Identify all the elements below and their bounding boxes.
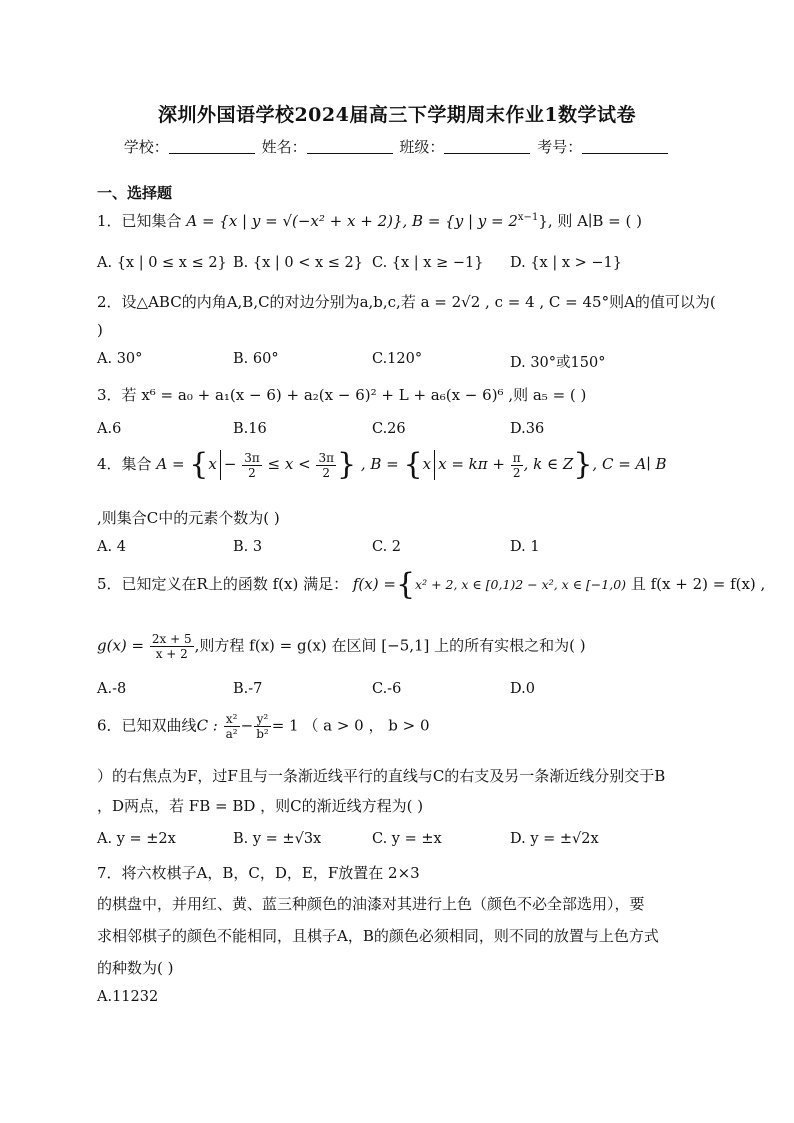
name-blank[interactable] bbox=[307, 139, 393, 154]
number-blank[interactable] bbox=[582, 139, 668, 154]
q1-option-d[interactable]: D. {x | x > −1} bbox=[510, 255, 622, 271]
section-heading: 一、选择题 bbox=[97, 184, 173, 202]
set-b-var: x bbox=[422, 455, 432, 473]
question-text: 若 x⁶ = a₀ + a₁(x − 6) + a₂(x − 6)² + L + a₆(x − 6)⁶ ,则 a₅ = ( ) bbox=[121, 386, 587, 404]
q2-option-a[interactable]: A. 30° bbox=[97, 351, 143, 367]
question-text: 集合 bbox=[121, 455, 152, 473]
left-brace: { bbox=[189, 447, 209, 482]
class-blank[interactable] bbox=[444, 139, 530, 154]
piecewise-cases: x² + 2, x ∈ [0,1)2 − x², x ∈ [−1,0) bbox=[415, 577, 627, 592]
g-fraction: $\frac{2x + 5}{x + 2}$ bbox=[151, 632, 192, 661]
student-info-line bbox=[0, 136, 794, 157]
q1-option-a[interactable]: A. {x | 0 ≤ x ≤ 2} bbox=[97, 255, 227, 271]
q5-option-b[interactable]: B.-7 bbox=[233, 681, 263, 697]
left-brace: { bbox=[403, 447, 423, 482]
g-definition-label: g(x) = bbox=[97, 636, 145, 655]
q5-option-d[interactable]: D.0 bbox=[510, 681, 535, 697]
fraction-pi-2: $\frac{\pi}{2}$ bbox=[512, 450, 521, 480]
f-definition-label: f(x) = bbox=[352, 575, 396, 593]
q2-option-c[interactable]: C.120° bbox=[372, 351, 423, 367]
fraction-3pi-2b: $\frac{3\pi}{2}$ bbox=[318, 450, 334, 480]
question-number: 7． bbox=[97, 864, 122, 882]
set-a-var: x bbox=[208, 455, 217, 473]
q3-option-c[interactable]: C.26 bbox=[372, 421, 406, 437]
set-b-tail: , k ∈ Z bbox=[523, 455, 574, 473]
school-label: 学校： bbox=[123, 138, 169, 156]
set-a-label: A = bbox=[156, 455, 185, 473]
q5-option-c[interactable]: C.-6 bbox=[372, 681, 402, 697]
number-label: 考号： bbox=[537, 138, 583, 156]
curve-label: C : bbox=[196, 716, 218, 735]
minus-sign: − bbox=[223, 455, 237, 473]
q2-option-b[interactable]: B. 60° bbox=[233, 351, 279, 367]
question-text: 设△ABC的内角A,B,C的对边分别为a,b,c,若 a = 2√2 , c = 4 , C = 45°则A的值可以为( bbox=[121, 293, 716, 311]
inequality: ≤ x < bbox=[267, 455, 311, 473]
class-label: 班级： bbox=[399, 138, 445, 156]
question-number: 2． bbox=[97, 293, 122, 311]
question-4-cont: ,则集合C中的元素个数为( ) bbox=[97, 509, 280, 527]
page-title: 深圳外国语学校2024届高三下学期周末作业1数学试卷 bbox=[157, 104, 637, 126]
q6-option-c[interactable]: C. y = ±x bbox=[372, 831, 442, 847]
q4-option-a[interactable]: A. 4 bbox=[97, 539, 126, 555]
q3-option-d[interactable]: D.36 bbox=[510, 421, 545, 437]
question-6-line2: ）的右焦点为F，过F且与一条渐近线平行的直线与C的右支及另一条渐近线分别交于B bbox=[97, 767, 666, 785]
question-5 bbox=[97, 567, 766, 602]
set-divider bbox=[220, 450, 221, 480]
question-4 bbox=[97, 447, 667, 482]
question-2-cont: ) bbox=[97, 321, 103, 339]
question-5-cont bbox=[97, 632, 586, 661]
set-divider bbox=[434, 450, 435, 480]
exponent: x−1 bbox=[517, 212, 539, 223]
question-7 bbox=[97, 862, 420, 883]
question-number: 3． bbox=[97, 386, 122, 404]
fraction-3pi-2: $\frac{3\pi}{2}$ bbox=[244, 450, 260, 480]
question-7-line2: 的棋盘中，并用红、黄、蓝三种颜色的油漆对其进行上色（颜色不必全部选用），要 bbox=[97, 895, 645, 913]
q1-option-b[interactable]: B. {x | 0 < x ≤ 2} bbox=[233, 255, 363, 271]
right-brace: } bbox=[336, 447, 357, 482]
q3-option-b[interactable]: B.16 bbox=[233, 421, 267, 437]
question-text-end: = 1 （ a > 0 ， b > 0 bbox=[271, 716, 430, 735]
question-number: 6． bbox=[97, 716, 122, 735]
set-c-formula: , C = A∣ B bbox=[592, 455, 667, 473]
question-7-line3: 求相邻棋子的颜色不能相同，且棋子A，B的颜色必须相同，则不同的放置与上色方式 bbox=[97, 927, 659, 945]
q2-option-d[interactable]: D. 30°或150° bbox=[510, 355, 606, 371]
name-label: 姓名： bbox=[261, 138, 307, 156]
question-3 bbox=[97, 384, 586, 405]
question-text: 将六枚棋子A，B，C，D，E，F放置在 2×3 bbox=[121, 864, 420, 882]
q4-option-d[interactable]: D. 1 bbox=[510, 539, 540, 555]
question-text-end: }, 则 A∣B = ( ) bbox=[538, 212, 642, 230]
question-text: 已知双曲线 bbox=[121, 716, 197, 735]
question-text-cont: ,则方程 f(x) = g(x) 在区间 [−5,1] 上的所有实根之和为( ) bbox=[194, 636, 586, 655]
question-number: 1． bbox=[97, 212, 122, 230]
q7-option-a[interactable]: A.11232 bbox=[97, 989, 159, 1005]
question-6: 6．已知双曲线C : $\frac{\text{x²}}{\text{a²}}$ − $\frac{\text{y²}}{\text{b²}}$ = 1 （ a > 0 ， b > 0 bbox=[97, 712, 430, 741]
school-blank[interactable] bbox=[169, 139, 255, 154]
set-b-label: , B = bbox=[360, 455, 399, 473]
set-b-formula: , B = {y | y = 2 bbox=[402, 212, 518, 230]
question-number: 4． bbox=[97, 455, 122, 473]
question-1 bbox=[97, 210, 642, 231]
question-text-end: 且 f(x + 2) = f(x) , bbox=[630, 575, 766, 593]
x-fraction: $\frac{\text{x²}}{\text{a²}}$ bbox=[225, 712, 238, 741]
q4-option-b[interactable]: B. 3 bbox=[233, 539, 263, 555]
q3-option-a[interactable]: A.6 bbox=[97, 421, 122, 437]
q1-option-c[interactable]: C. {x | x ≥ −1} bbox=[372, 255, 484, 271]
y-fraction: $\frac{\text{y²}}{\text{b²}}$ bbox=[256, 712, 269, 741]
q5-option-a[interactable]: A.-8 bbox=[97, 681, 127, 697]
question-number: 5． bbox=[97, 575, 122, 593]
question-text: 已知定义在R上的函数 f(x) 满足： bbox=[121, 575, 349, 593]
question-6-line3: ，D两点，若 FB = BD ，则C的渐近线方程为( ) bbox=[97, 797, 424, 815]
q6-option-d[interactable]: D. y = ±√2x bbox=[510, 831, 599, 847]
question-text: 已知集合 bbox=[121, 212, 182, 230]
q4-option-c[interactable]: C. 2 bbox=[372, 539, 402, 555]
set-a-formula: A = {x | y = √(−x² + x + 2)} bbox=[186, 212, 403, 230]
left-brace: { bbox=[395, 567, 416, 602]
set-b-condition: x = kπ + bbox=[438, 455, 505, 473]
question-2 bbox=[97, 291, 716, 312]
q6-option-a[interactable]: A. y = ±2x bbox=[97, 831, 176, 847]
right-brace: } bbox=[573, 447, 593, 482]
q6-option-b[interactable]: B. y = ±√3x bbox=[233, 831, 322, 847]
question-7-line4: 的种数为( ) bbox=[97, 959, 174, 977]
